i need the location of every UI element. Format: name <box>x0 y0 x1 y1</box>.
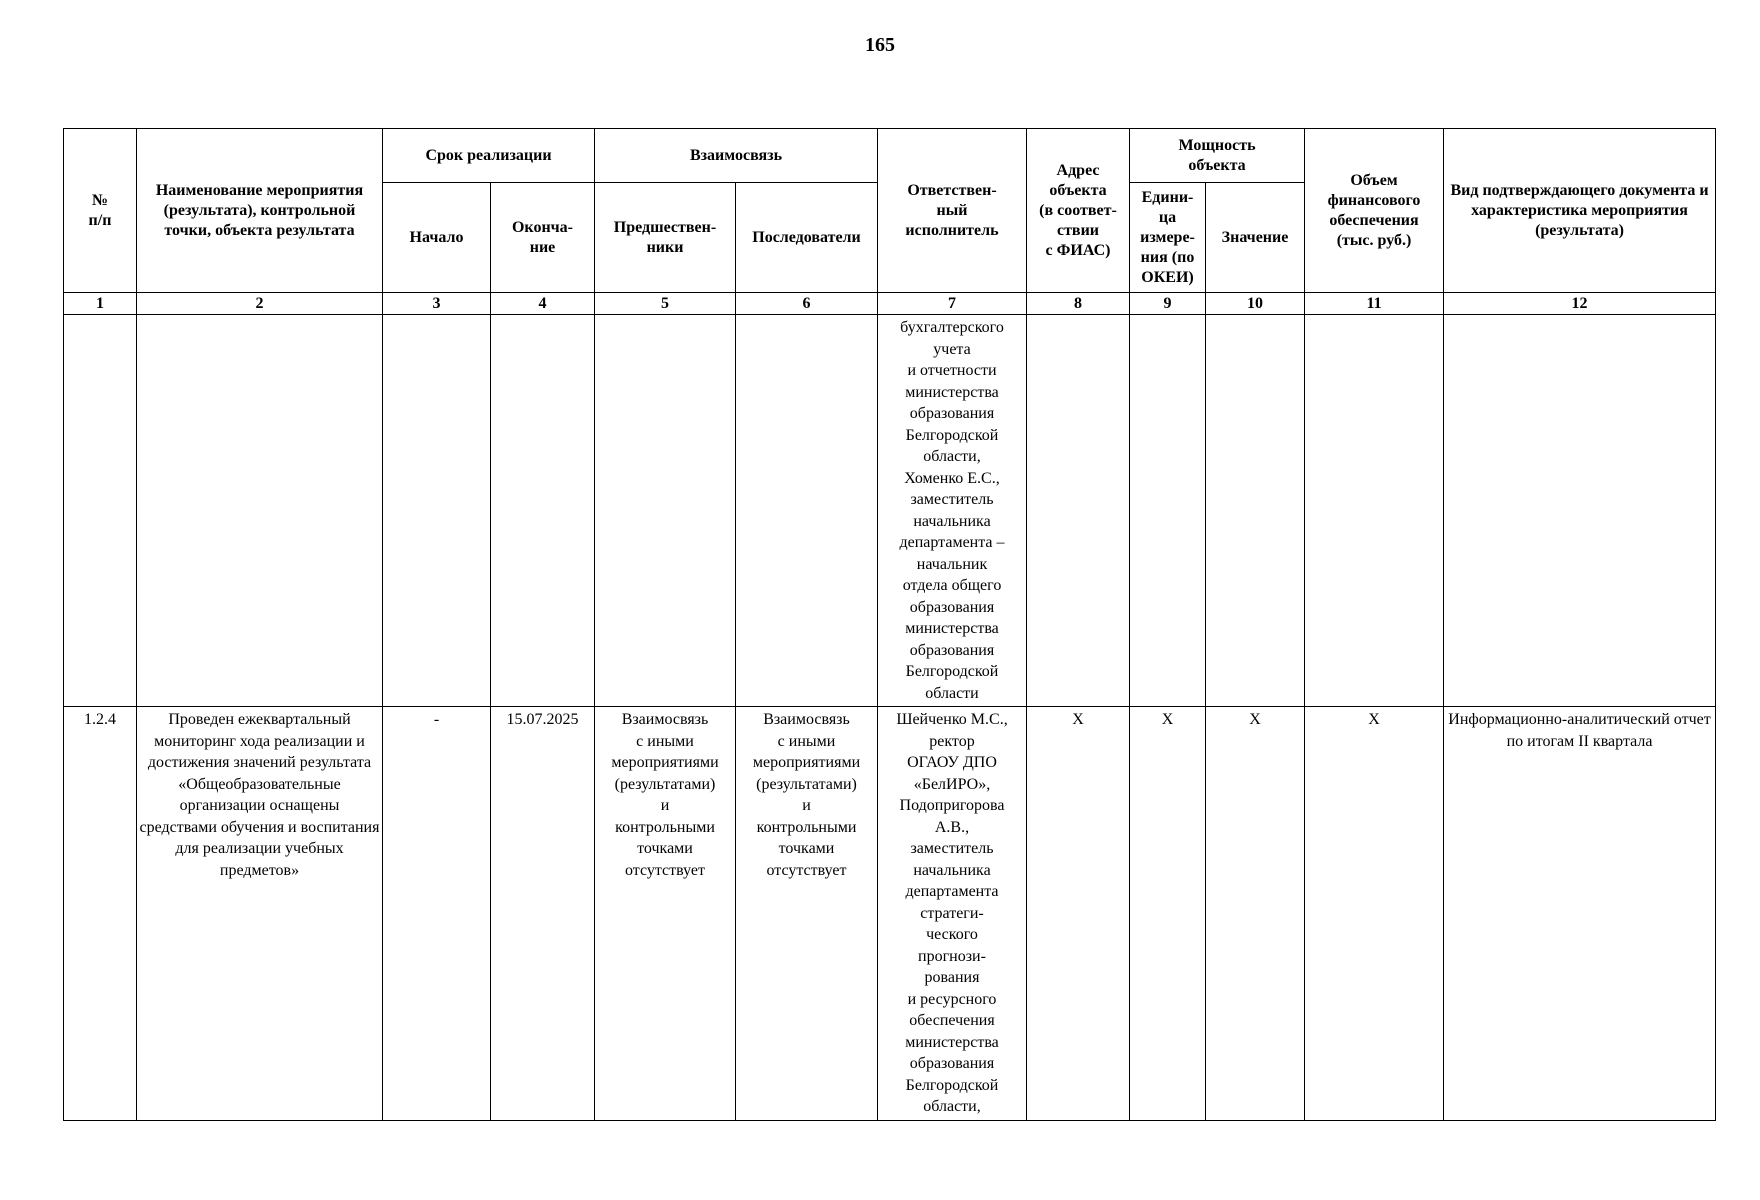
column-number: 7 <box>878 293 1027 315</box>
cell-address: Х <box>1027 707 1130 1121</box>
cell-num <box>64 315 137 707</box>
column-number: 12 <box>1444 293 1716 315</box>
cell-responsible: бухгалтерского учета и отчетности министерства образования Белгородской области, Хоменко Е.С., заместитель начальника департамента – начальник отдела общего образования министерства образования Белгородской области <box>878 315 1027 707</box>
header-end: Оконча- ние <box>491 183 595 293</box>
header-predecessors: Предшествен- ники <box>595 183 736 293</box>
table-row <box>64 707 1716 1121</box>
table-row <box>64 315 1716 707</box>
cell-funding: Х <box>1305 707 1444 1121</box>
header-relations: Взаимосвязь <box>595 129 878 183</box>
column-number: 9 <box>1130 293 1206 315</box>
column-number: 10 <box>1206 293 1305 315</box>
cell-successors <box>736 315 878 707</box>
column-number: 1 <box>64 293 137 315</box>
header-capacity: Мощность объекта <box>1130 129 1305 183</box>
cell-unit <box>1130 315 1206 707</box>
column-number: 3 <box>383 293 491 315</box>
cell-unit: Х <box>1130 707 1206 1121</box>
cell-end <box>491 315 595 707</box>
cell-predecessors <box>595 315 736 707</box>
plan-table <box>63 128 1716 1121</box>
column-number: 4 <box>491 293 595 315</box>
column-number: 6 <box>736 293 878 315</box>
cell-name: Проведен ежеквартальный мониторинг хода реализации и достижения значений результата «Общеобразовательные организации оснащены средствами обучения и воспитания для реализации учебных предметов» <box>137 707 383 1121</box>
cell-num: 1.2.4 <box>64 707 137 1121</box>
cell-responsible: Шейченко М.С., ректор ОГАОУ ДПО «БелИРО», Подопригорова А.В., заместитель начальника департамента стратеги- ческого прогнози- рования и ресурсного обеспечения министерства образования Белгородской области, <box>878 707 1027 1121</box>
cell-predecessors: Взаимосвязь с иными мероприятиями (результатами) и контрольными точками отсутствует <box>595 707 736 1121</box>
column-number: 8 <box>1027 293 1130 315</box>
cell-address <box>1027 315 1130 707</box>
page-number: 165 <box>865 34 895 56</box>
cell-value <box>1206 315 1305 707</box>
cell-name <box>137 315 383 707</box>
cell-end: 15.07.2025 <box>491 707 595 1121</box>
header-period: Срок реализации <box>383 129 595 183</box>
header-responsible: Ответствен- ный исполнитель <box>878 129 1027 293</box>
cell-start: - <box>383 707 491 1121</box>
cell-value: Х <box>1206 707 1305 1121</box>
column-number: 2 <box>137 293 383 315</box>
header-start: Начало <box>383 183 491 293</box>
header-doc-type: Вид подтверждающего документа и характеристика мероприятия (результата) <box>1444 129 1716 293</box>
header-funding: Объем финансового обеспечения (тыс. руб.) <box>1305 129 1444 293</box>
cell-funding <box>1305 315 1444 707</box>
column-number: 11 <box>1305 293 1444 315</box>
header-address: Адрес объекта (в соответ- ствии с ФИАС) <box>1027 129 1130 293</box>
header-name: Наименование мероприятия (результата), контрольной точки, объекта результата <box>137 129 383 293</box>
cell-doc <box>1444 315 1716 707</box>
cell-doc: Информационно-аналитический отчет по итогам II квартала <box>1444 707 1716 1121</box>
header-num: № п/п <box>64 129 137 293</box>
cell-successors: Взаимосвязь с иными мероприятиями (результатами) и контрольными точками отсутствует <box>736 707 878 1121</box>
header-unit: Едини- ца измере- ния (по ОКЕИ) <box>1130 183 1206 293</box>
header-successors: Последователи <box>736 183 878 293</box>
cell-start <box>383 315 491 707</box>
column-number: 5 <box>595 293 736 315</box>
header-value: Значение <box>1206 183 1305 293</box>
